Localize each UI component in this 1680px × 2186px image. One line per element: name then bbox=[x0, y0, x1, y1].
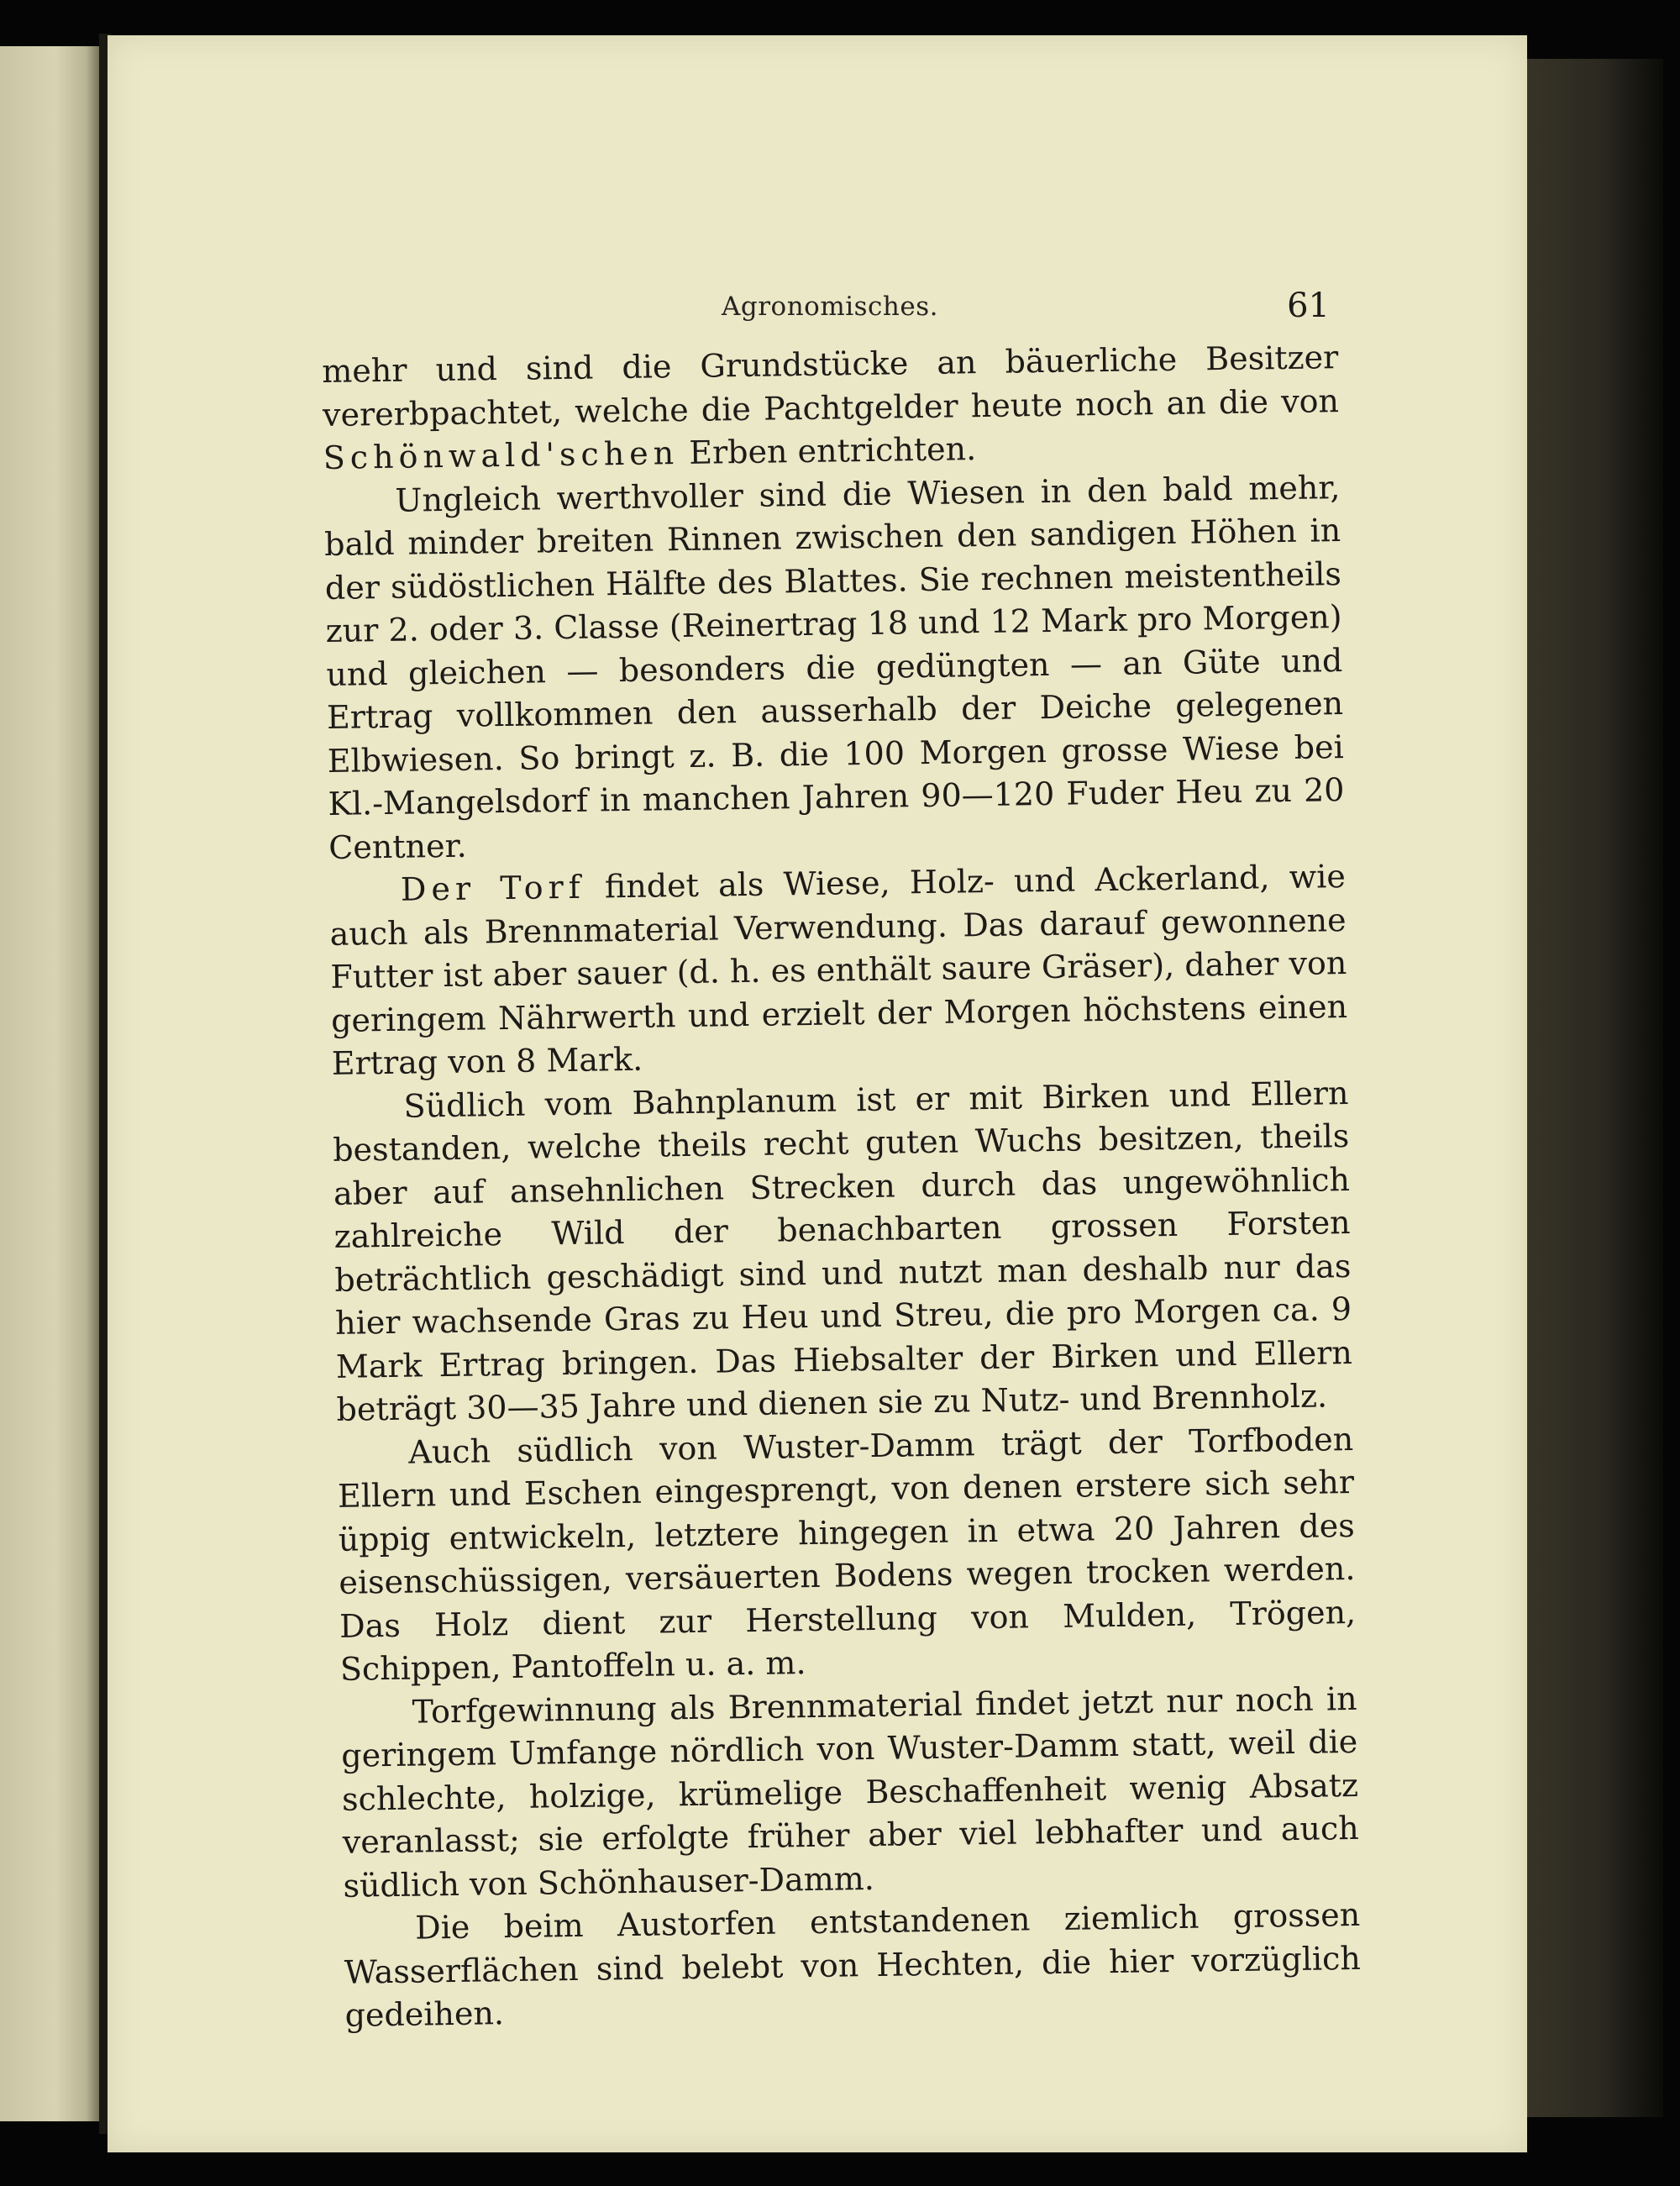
paragraph-text: Auch südlich von Wuster-Damm trägt der Torfboden Ellern und Eschen eingesprengt, von denen erstere sich sehr üppig entwickeln, letztere hingegen in etwa 20 Jahren des eisenschüssigen, versäuerten Bodens wegen trocken werden. Das Holz dient zur Herstellung von Mulden, Trögen, Schippen, Pantoffeln u. a. m. bbox=[337, 1420, 1357, 1688]
paragraph bbox=[322, 336, 1340, 480]
book-cover-edge bbox=[1512, 59, 1663, 2117]
paragraph-text: Erben entrichten. bbox=[678, 430, 977, 472]
paragraph bbox=[337, 1417, 1357, 1691]
paragraph-text: mehr und sind die Grundstücke an bäuerliche Besitzer vererbpachtet, welche die Pachtgelder heute noch an die von bbox=[322, 339, 1340, 434]
paragraph-text: Die beim Austorfen entstandenen ziemlich grossen Wasserflächen sind belebt von Hechten, die hier vorzüglich gedeihen. bbox=[344, 1895, 1362, 2034]
paragraph bbox=[329, 855, 1348, 1085]
page-header bbox=[322, 286, 1338, 334]
facing-page-edge bbox=[0, 46, 101, 2121]
paragraph-text: findet als Wiese, Holz- und Ackerland, wie auch als Brennmaterial Verwendung. Das darauf gewonnene Futter ist aber sauer (d. h. es enthält saure Gräser), daher von geringem Nährwerth und erzielt der Morgen höchstens einen Ertrag von 8 Mark. bbox=[329, 858, 1348, 1082]
paragraph bbox=[344, 1894, 1362, 2037]
paragraph bbox=[323, 466, 1345, 870]
paragraph bbox=[332, 1072, 1353, 1432]
spaced-emphasis: Schönwald'schen bbox=[323, 434, 680, 476]
paragraph-text: Südlich vom Bahnplanum ist er mit Birken und Ellern bestanden, welche theils recht guten Wuchs besitzen, theils aber auf ansehnlichen Strecken durch das ungewöhnlich zahlreiche Wild der benachbarten grossen Forsten beträchtlich geschädigt sind und nutzt man deshalb nur das hier wachsende Gras zu Heu und Streu, die pro Morgen ca. 9 Mark Ertrag bringen. Das Hiebsalter der Birken und Ellern beträgt 30—35 Jahre und dienen sie zu Nutz- und Brennholz. bbox=[332, 1074, 1353, 1428]
body-text bbox=[322, 336, 1362, 2037]
running-title: Agronomisches. bbox=[722, 292, 938, 322]
paragraph-text: Torfgewinnung als Brennmaterial findet jetzt nur noch in geringem Umfange nördlich von Wuster-Damm statt, weil die schlechte, holzige, krümelige Beschaffenheit wenig Absatz veranlasst; sie erfolgte früher aber viel lebhafter und auch südlich von Schönhauser-Damm. bbox=[341, 1679, 1359, 1905]
paragraph bbox=[340, 1677, 1359, 1907]
spaced-emphasis: Der Torf bbox=[400, 868, 586, 908]
paragraph-text: Ungleich werthvoller sind die Wiesen in den bald mehr, bald minder breiten Rinnen zwischen den sandigen Höhen in der südöstlichen Hälfte des Blattes. Sie rechnen meistentheils zur 2. oder 3. Classe (Reinertrag 18 und 12 Mark pro Morgen) und gleichen — besonders die gedüngten — an Güte und Ertrag vollkommen den ausserhalb der Deiche gelegenen Elbwiesen. So bringt z. B. die 100 Morgen grosse Wiese bei Kl.-Mangelsdorf in manchen Jahren 90—120 Fuder Heu zu 20 Centner. bbox=[323, 468, 1345, 866]
page-number: 61 bbox=[1287, 286, 1330, 325]
book-page bbox=[108, 35, 1527, 2152]
